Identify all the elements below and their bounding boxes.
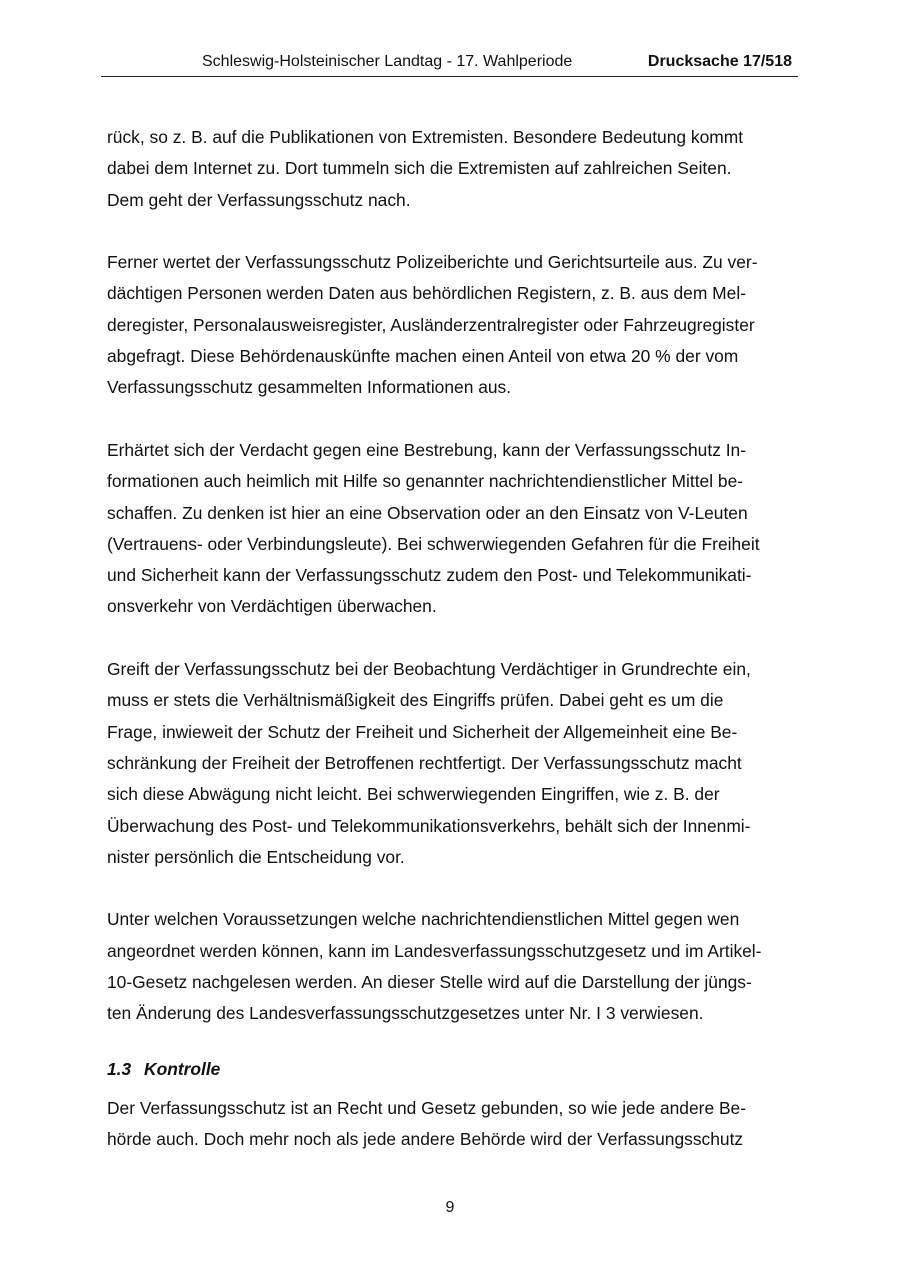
text-line: angeordnet werden können, kann im Landesverfassungsschutzgesetz und im Artikel-	[107, 940, 762, 961]
paragraph-5	[107, 904, 797, 1029]
section-heading	[107, 1056, 797, 1082]
text-line: sich diese Abwägung nicht leicht. Bei schwerwiegenden Eingriffen, wie z. B. der	[107, 784, 720, 805]
section-number: 1.3	[107, 1058, 132, 1079]
text-line: abgefragt. Diese Behördenauskünfte machen einen Anteil von etwa 20 % der vom	[107, 346, 739, 367]
text-line: Erhärtet sich der Verdacht gegen eine Bestrebung, kann der Verfassungsschutz In-	[107, 439, 747, 460]
text-line: Überwachung des Post- und Telekommunikationsverkehrs, behält sich der Innenmi-	[107, 815, 751, 836]
page-header	[101, 52, 798, 77]
document-number: Drucksache 17/518	[647, 53, 792, 70]
text-line: (Vertrauens- oder Verbindungsleute). Bei schwerwiegenden Gefahren für die Freiheit	[107, 533, 760, 554]
page-body	[107, 122, 797, 1187]
text-line: hörde auch. Doch mehr noch als jede andere Behörde wird der Verfassungsschutz	[107, 1129, 744, 1150]
text-line: dächtigen Personen werden Daten aus behördlichen Registern, z. B. aus dem Mel-	[107, 283, 746, 304]
text-line: Dem geht der Verfassungsschutz nach.	[107, 189, 411, 210]
text-line: onsverkehr von Verdächtigen überwachen.	[107, 596, 437, 617]
text-line: ten Änderung des Landesverfassungsschutzgesetzes unter Nr. I 3 verwiesen.	[107, 1003, 704, 1024]
text-line: und Sicherheit kann der Verfassungsschutz zudem den Post- und Telekommunikati-	[107, 565, 752, 586]
paragraph-1	[107, 122, 797, 216]
paragraph-6	[107, 1093, 797, 1156]
page-number: 9	[445, 1199, 455, 1216]
paragraph-3	[107, 435, 797, 623]
section-title: Kontrolle	[144, 1058, 221, 1079]
text-line: Der Verfassungsschutz ist an Recht und Gesetz gebunden, so wie jede andere Be-	[107, 1097, 747, 1118]
text-line: schaffen. Zu denken ist hier an eine Observation oder an den Einsatz von V-Leuten	[107, 502, 748, 523]
text-line: rück, so z. B. auf die Publikationen von Extremisten. Besondere Bedeutung kommt	[107, 127, 744, 147]
header-title: Schleswig-Holsteinischer Landtag - 17. Wahlperiode	[202, 53, 573, 70]
text-line: muss er stets die Verhältnismäßigkeit des Eingriffs prüfen. Dabei geht es um die	[107, 690, 724, 711]
text-line: Greift der Verfassungsschutz bei der Beobachtung Verdächtiger in Grundrechte ein,	[107, 659, 751, 680]
text-line: Ferner wertet der Verfassungsschutz Polizeiberichte und Gerichtsurteile aus. Zu ver-	[107, 252, 758, 273]
text-line: dabei dem Internet zu. Dort tummeln sich die Extremisten auf zahlreichen Seiten.	[107, 158, 732, 179]
text-line: deregister, Personalausweisregister, Ausländerzentralregister oder Fahrzeugregister	[107, 314, 755, 335]
text-line: Verfassungsschutz gesammelten Informationen aus.	[107, 377, 512, 398]
text-line: Frage, inwieweit der Schutz der Freiheit und Sicherheit der Allgemeinheit eine Be-	[107, 721, 738, 742]
text-line: Unter welchen Voraussetzungen welche nachrichtendienstlichen Mittel gegen wen	[107, 909, 740, 930]
paragraph-2	[107, 247, 797, 403]
text-line: schränkung der Freiheit der Betroffenen rechtfertigt. Der Verfassungsschutz macht	[107, 752, 742, 773]
text-line: formationen auch heimlich mit Hilfe so genannter nachrichtendienstlicher Mittel be-	[107, 471, 744, 492]
text-line: 10-Gesetz nachgelesen werden. An dieser Stelle wird auf die Darstellung der jüngs-	[107, 972, 752, 993]
paragraph-4	[107, 654, 797, 873]
text-line: nister persönlich die Entscheidung vor.	[107, 846, 405, 867]
